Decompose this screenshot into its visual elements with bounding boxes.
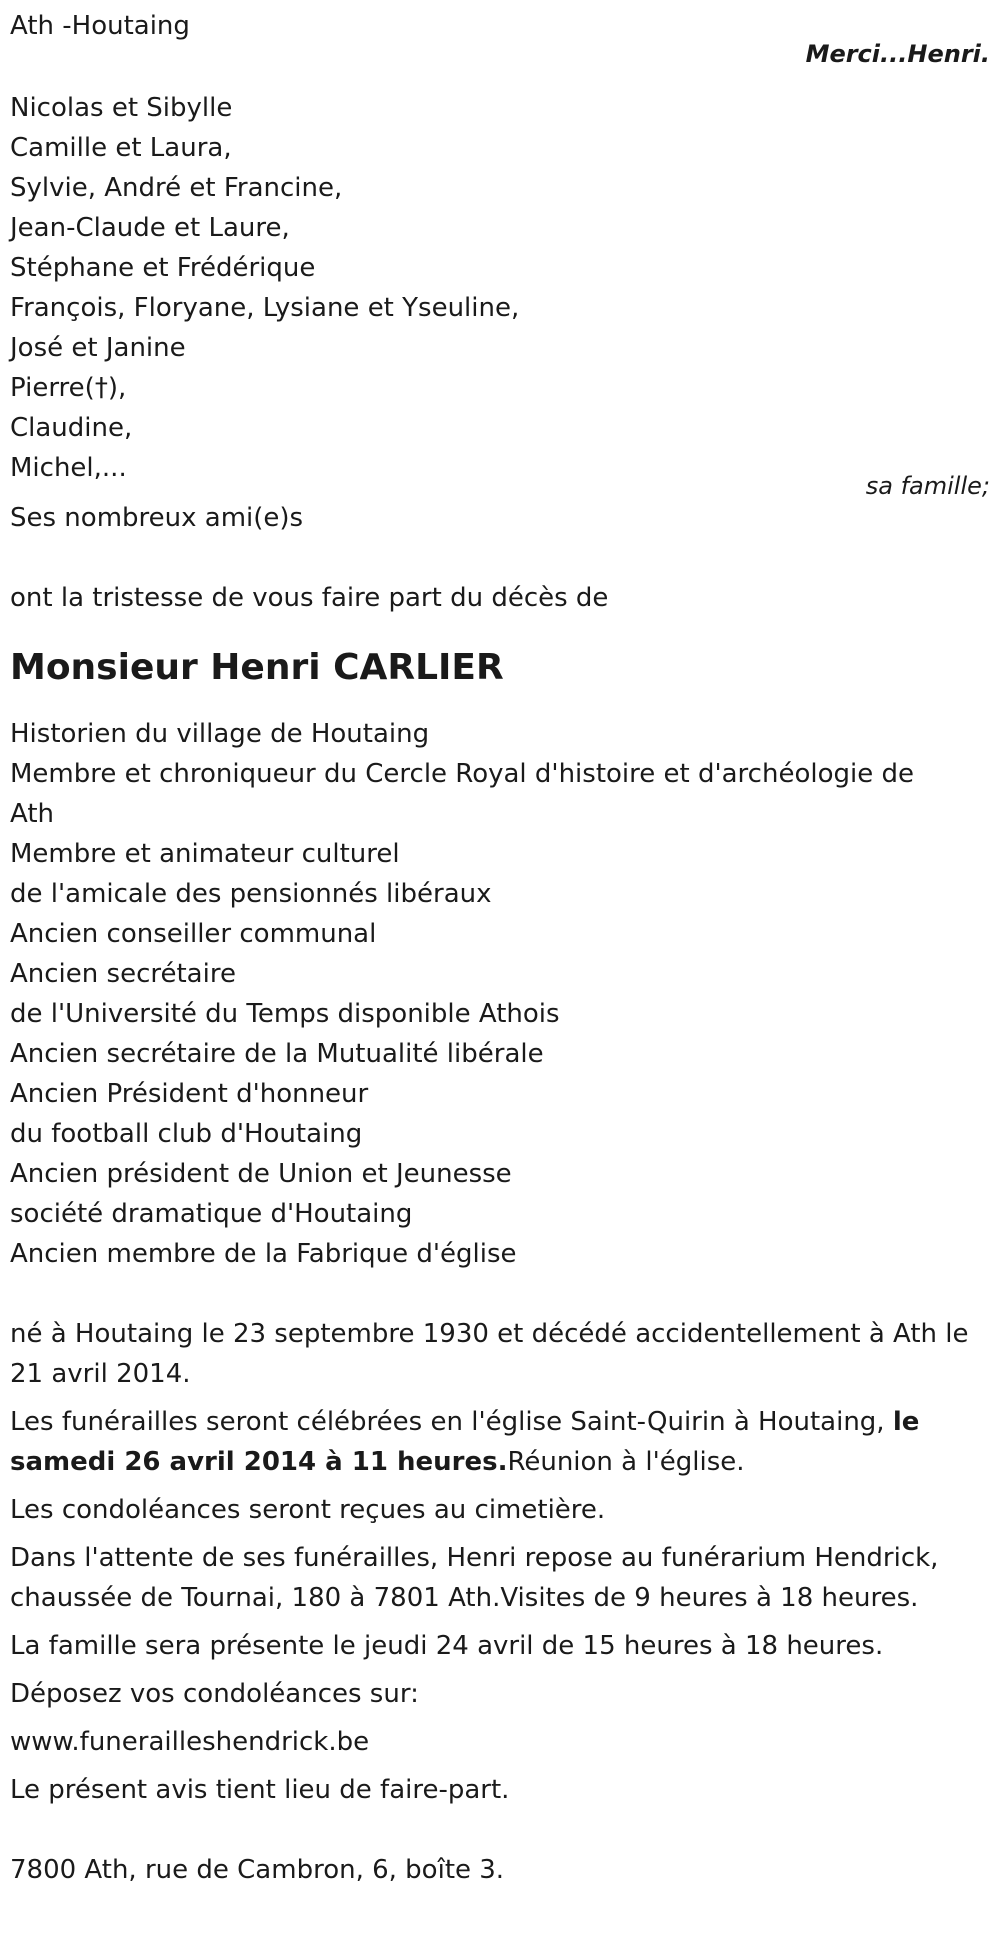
funeral-date-text: le xyxy=(892,1407,920,1437)
condolences-online: Déposez vos condoléances sur: xyxy=(10,1679,419,1709)
title-item: Ancien président de Union et Jeunesse xyxy=(10,1159,512,1189)
deceased-name: Monsieur Henri CARLIER xyxy=(10,647,504,688)
thanks-signature: Merci...Henri. xyxy=(805,40,990,68)
family-members-list xyxy=(10,88,990,488)
title-item: Membre et chroniqueur du Cercle Royal d'histoire et d'archéologie de xyxy=(10,759,914,789)
title-item: Ancien membre de la Fabrique d'église xyxy=(10,1239,517,1269)
title-item: Historien du village de Houtaing xyxy=(10,719,430,749)
title-item: de l'Université du Temps disponible Athois xyxy=(10,999,560,1029)
family-member: José et Janine xyxy=(10,333,186,363)
funeral-gathering-text: Réunion à l'église. xyxy=(507,1447,745,1477)
family-member: François, Floryane, Lysiane et Yseuline, xyxy=(10,293,520,323)
funeral-date-text: samedi 26 avril 2014 à 11 heures. xyxy=(10,1447,508,1477)
title-item: du football club d'Houtaing xyxy=(10,1119,363,1149)
rest-location-line: Dans l'attente de ses funérailles, Henri repose au funérarium Hendrick, xyxy=(10,1543,939,1573)
title-item: Membre et animateur culturel xyxy=(10,839,400,869)
title-item: Ancien secrétaire xyxy=(10,959,236,989)
funeral-text: Les funérailles seront célébrées en l'église Saint-Quirin à Houtaing, xyxy=(10,1407,893,1437)
titles-list xyxy=(10,714,990,1274)
obituary-notice xyxy=(10,6,990,1890)
title-item: Ancien secrétaire de la Mutualité libérale xyxy=(10,1039,544,1069)
family-member: Stéphane et Frédérique xyxy=(10,253,316,283)
family-member: Nicolas et Sibylle xyxy=(10,93,233,123)
family-label: sa famille; xyxy=(865,472,990,500)
family-member: Camille et Laura, xyxy=(10,133,232,163)
condolences-cemetery: Les condoléances seront reçues au cimetière. xyxy=(10,1495,606,1525)
title-item: Ath xyxy=(10,799,55,829)
family-member: Pierre(†), xyxy=(10,373,127,403)
birth-death-line: né à Houtaing le 23 septembre 1930 et décédé accidentellement à Ath le xyxy=(10,1319,969,1349)
family-member: Jean-Claude et Laure, xyxy=(10,213,290,243)
friends-line: Ses nombreux ami(e)s xyxy=(10,503,304,533)
title-item: Ancien Président d'honneur xyxy=(10,1079,369,1109)
website-link[interactable]: www.funerailleshendrick.be xyxy=(10,1727,370,1757)
family-member: Michel,... xyxy=(10,453,127,483)
title-item: de l'amicale des pensionnés libéraux xyxy=(10,879,492,909)
family-member: Sylvie, André et Francine, xyxy=(10,173,343,203)
notice-line: Le présent avis tient lieu de faire-part. xyxy=(10,1775,510,1805)
location-heading: Ath -Houtaing xyxy=(10,11,190,41)
birth-death-line: 21 avril 2014. xyxy=(10,1359,191,1389)
title-item: Ancien conseiller communal xyxy=(10,919,377,949)
family-member: Claudine, xyxy=(10,413,133,443)
address-line: 7800 Ath, rue de Cambron, 6, boîte 3. xyxy=(10,1855,505,1885)
family-presence: La famille sera présente le jeudi 24 avril de 15 heures à 18 heures. xyxy=(10,1631,884,1661)
funeral-paragraph xyxy=(10,1402,990,1482)
rest-location-line: chaussée de Tournai, 180 à 7801 Ath.Visites de 9 heures à 18 heures. xyxy=(10,1583,919,1613)
title-item: société dramatique d'Houtaing xyxy=(10,1199,413,1229)
announcement-intro: ont la tristesse de vous faire part du décès de xyxy=(10,583,609,613)
